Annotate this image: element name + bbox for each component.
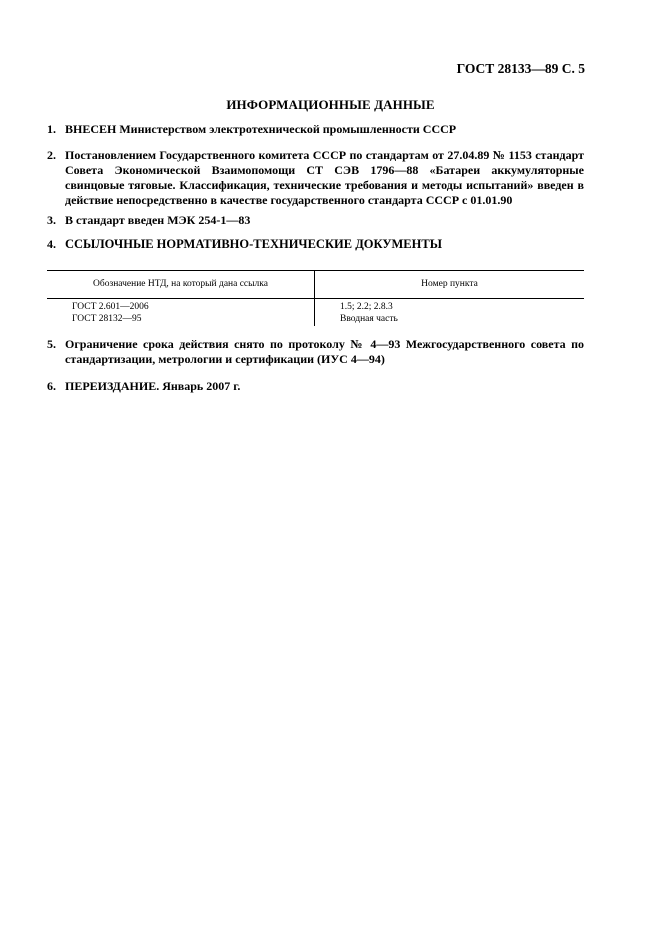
table-cell-designation: ГОСТ 2.601—2006 [72,302,149,312]
page-header-doc-id: ГОСТ 28133—89 С. 5 [456,61,585,76]
item-text: ССЫЛОЧНЫЕ НОРМАТИВНО-ТЕХНИЧЕСКИЕ ДОКУМЕНТЫ [65,237,442,251]
table-top-rule [47,270,584,271]
info-item-4 [47,237,584,252]
table-header-clause: Номер пункта [421,279,478,289]
item-number: 6. [47,379,56,393]
table-header-rule [47,298,584,299]
section-title: ИНФОРМАЦИОННЫЕ ДАННЫЕ [226,97,435,112]
table-cell-clause: Вводная часть [340,314,398,324]
table-cell-designation: ГОСТ 28132—95 [72,314,142,324]
table-cell-clause: 1.5; 2.2; 2.8.3 [340,302,393,312]
reference-documents-table [47,270,584,326]
item-text: В стандарт введен МЭК 254-1—83 [65,213,251,227]
info-item-2 [47,148,584,208]
item-number: 2. [47,148,56,162]
item-number: 5. [47,337,56,351]
item-number: 4. [47,237,56,251]
item-number: 3. [47,213,56,227]
item-text: ВНЕСЕН Министерством электротехнической промышленности СССР [65,122,457,136]
item-number: 1. [47,122,56,136]
item-text: Постановлением Государственного комитета СССР по стандартам от 27.04.89 № 1153 стандарт Совета Экономической Взаимопомощи СТ СЭВ 1796—88 «Батареи аккумуляторные свинцовые тяговые. Классификация, технические требования и методы испытаний» введен в действие непосредственно в качестве государственного стандарта СССР с 01.01.90 [65,148,584,207]
item-text: ПЕРЕИЗДАНИЕ. Январь 2007 г. [65,379,241,393]
info-item-5 [47,337,584,367]
table-header-designation: Обозначение НТД, на который дана ссылка [93,279,268,289]
info-item-3 [47,213,584,228]
item-text: Ограничение срока действия снято по протоколу № 4—93 Межгосударственного совета по стандартизации, метрологии и сертификации (ИУС 4—94) [65,337,584,366]
info-item-1 [47,122,584,137]
info-item-6 [47,379,584,394]
